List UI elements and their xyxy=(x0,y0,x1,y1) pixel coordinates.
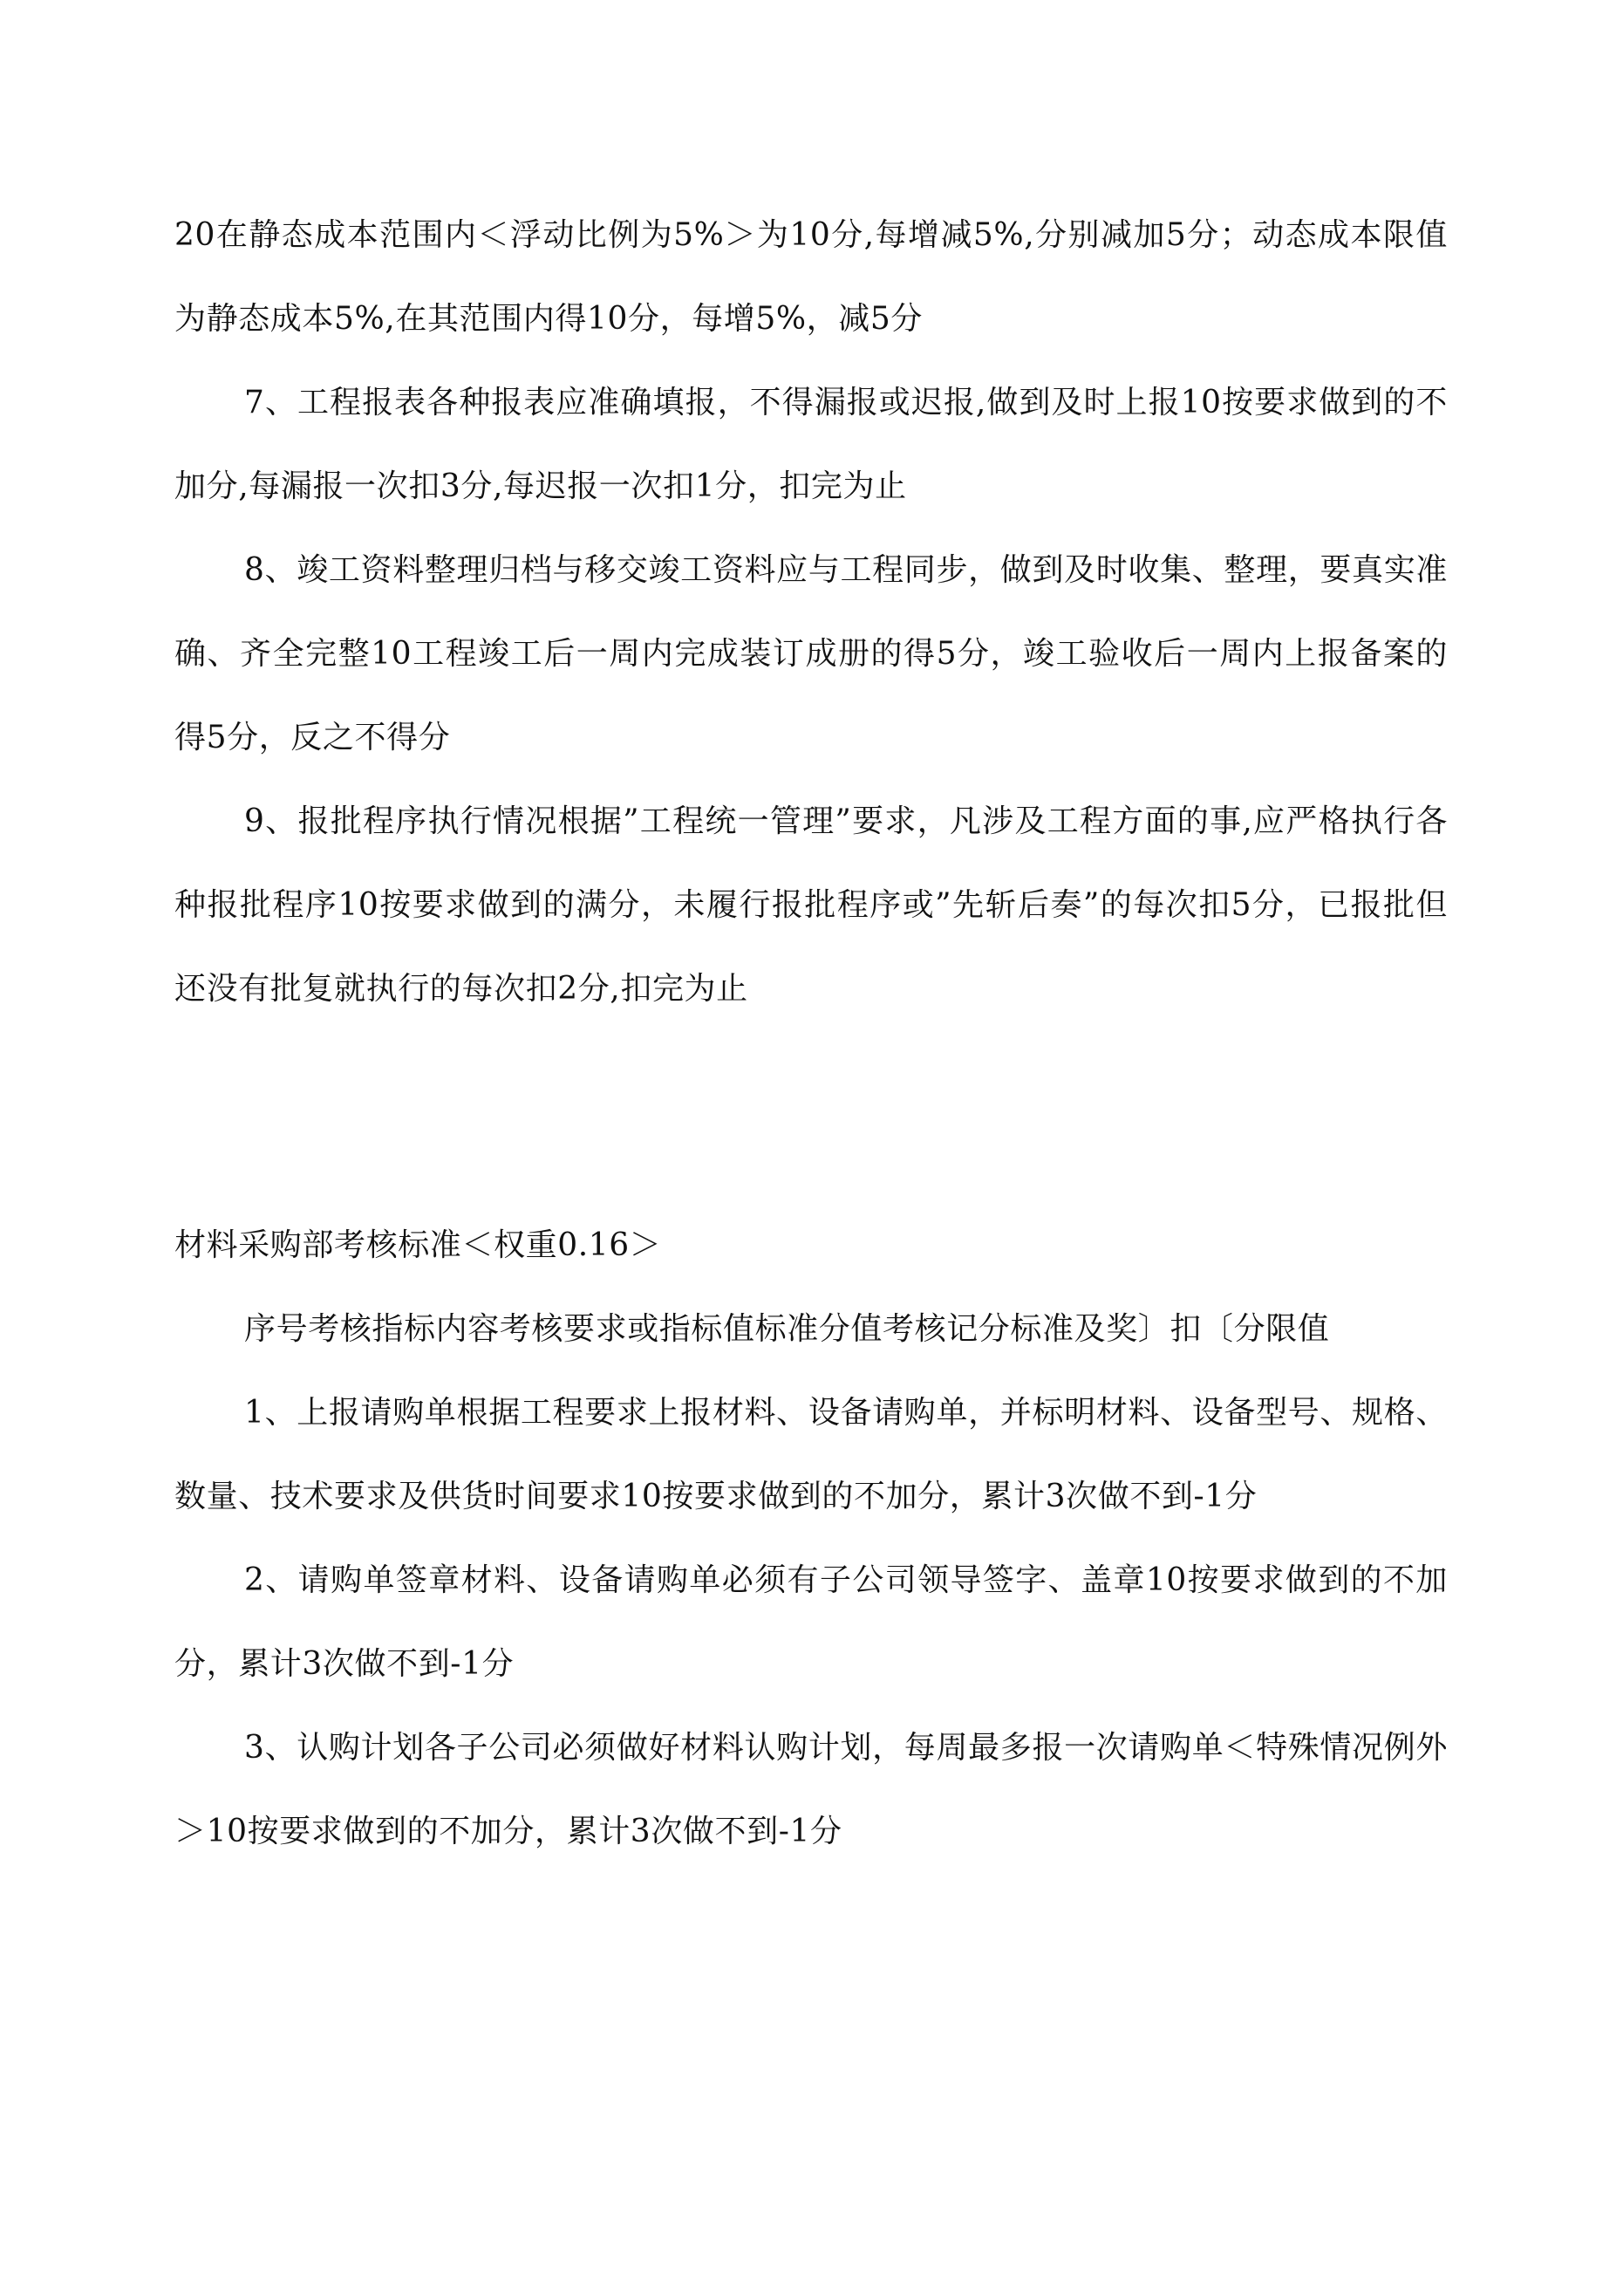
section-title-procurement: 材料采购部考核标准＜权重0.16＞ xyxy=(174,1227,662,1263)
paragraph-request-signature: 2、请购单签章材料、设备请购单必须有子公司领导签字、盖章10按要求做到的不加分，累计3次做不到-1分 xyxy=(174,1562,1448,1682)
paragraph-table-header: 序号考核指标内容考核要求或指标值标准分值考核记分标准及奖〕扣〔分限值 xyxy=(244,1311,1330,1347)
paragraph-purchase-request: 1、上报请购单根据工程要求上报材料、设备请购单，并标明材料、设备型号、规格、数量、技术要求及供货时间要求10按要求做到的不加分，累计3次做不到-1分 xyxy=(174,1395,1448,1514)
paragraph-approval-procedure: 9、报批程序执行情况根据”工程统一管理”要求，凡涉及工程方面的事,应严格执行各种报批程序10按要求做到的满分，未履行报批程序或”先斩后奏”的每次扣5分，已报批但还没有批复就执行的每次扣2分,扣完为止 xyxy=(174,803,1448,1007)
paragraph-purchase-plan: 3、认购计划各子公司必须做好材料认购计划，每周最多报一次请购单＜特殊情况例外＞10按要求做到的不加分，累计3次做不到-1分 xyxy=(174,1730,1448,1849)
paragraph-project-reports: 7、工程报表各种报表应准确填报，不得漏报或迟报,做到及时上报10按要求做到的不加分,每漏报一次扣3分,每迟报一次扣1分，扣完为止 xyxy=(174,385,1448,504)
paragraph-cost-control: 20在静态成本范围内＜浮动比例为5%＞为10分,每增减5%,分别减加5分；动态成本限值为静态成本5%,在其范围内得10分，每增5%，减5分 xyxy=(174,217,1448,337)
paragraph-completion-documents: 8、竣工资料整理归档与移交竣工资料应与工程同步，做到及时收集、整理，要真实准确、齐全完整10工程竣工后一周内完成装订成册的得5分，竣工验收后一周内上报备案的得5分，反之不得分 xyxy=(174,552,1448,755)
section-2-body xyxy=(174,1288,1448,1874)
section-1-body xyxy=(174,194,1448,1031)
